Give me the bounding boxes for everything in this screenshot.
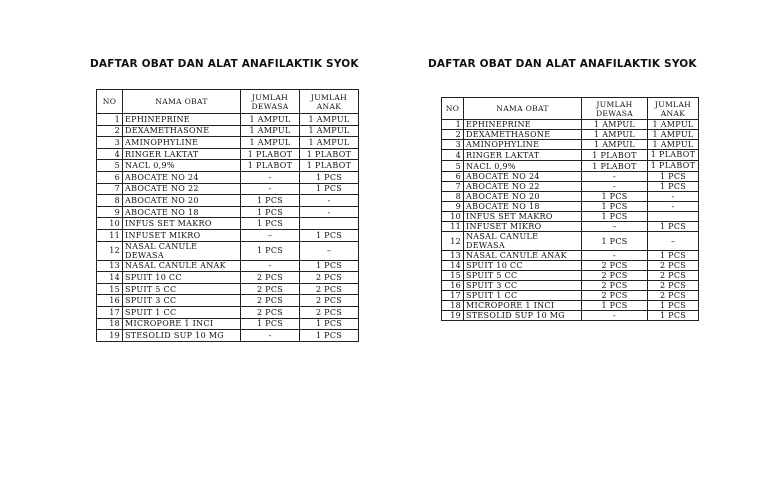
- cell-child: 1 PLABOT: [300, 148, 359, 160]
- cell-adult: 2 PCS: [241, 283, 300, 295]
- header-adult: JUMLAH DEWASA: [241, 90, 300, 114]
- cell-adult: 1 PLABOT: [582, 161, 648, 172]
- cell-adult: 2 PCS: [241, 295, 300, 307]
- cell-no: 17: [97, 306, 123, 318]
- cell-child: 1 AMPUL: [300, 137, 359, 149]
- cell-child: 1 PLABOT: [300, 160, 359, 172]
- cell-adult: -: [241, 171, 300, 183]
- cell-child: 2 PCS: [648, 291, 699, 301]
- cell-child: 1 PLABOT: [648, 161, 699, 172]
- cell-name: SPUIT 10 CC: [464, 261, 582, 271]
- cell-name: NACL 0,9%: [123, 160, 241, 172]
- cell-adult: 1 AMPUL: [582, 120, 648, 130]
- cell-child: 1 AMPUL: [648, 130, 699, 140]
- cell-no: 9: [442, 202, 464, 212]
- cell-no: 3: [97, 137, 123, 149]
- document-title: DAFTAR OBAT DAN ALAT ANAFILAKTIK SYOK: [90, 58, 359, 70]
- cell-name: NASAL CANULE DEWASA: [464, 232, 582, 251]
- cell-name: INFUS SET MAKRO: [464, 212, 582, 222]
- table-row: [442, 150, 699, 161]
- cell-adult: -: [582, 251, 648, 261]
- cell-name: SPUIT 3 CC: [464, 281, 582, 291]
- cell-name: ABOCATE NO 20: [464, 192, 582, 202]
- header-no: NO: [97, 90, 123, 114]
- table-row: [442, 192, 699, 202]
- cell-child: 1 PCS: [300, 229, 359, 241]
- cell-child: 1 PCS: [300, 330, 359, 342]
- medicine-table: [441, 97, 699, 321]
- cell-no: 12: [97, 241, 123, 260]
- cell-name: SPUIT 1 CC: [123, 306, 241, 318]
- table-row: [442, 172, 699, 182]
- cell-no: 16: [97, 295, 123, 307]
- cell-child: 1 AMPUL: [300, 114, 359, 126]
- table-row: [97, 229, 359, 241]
- cell-adult: -: [241, 330, 300, 342]
- cell-name: STESOLID SUP 10 MG: [123, 330, 241, 342]
- cell-name: DEXAMETHASONE: [464, 130, 582, 140]
- table-row: [97, 295, 359, 307]
- cell-no: 18: [442, 301, 464, 311]
- cell-adult: 1 AMPUL: [582, 130, 648, 140]
- cell-name: SPUIT 5 CC: [123, 283, 241, 295]
- cell-adult: 1 PCS: [241, 195, 300, 207]
- cell-adult: –: [241, 229, 300, 241]
- cell-adult: -: [241, 260, 300, 272]
- cell-name: ABOCATE NO 24: [464, 172, 582, 182]
- table-row: [97, 148, 359, 160]
- table-row: [97, 183, 359, 195]
- cell-no: 9: [97, 206, 123, 218]
- cell-adult: 1 AMPUL: [582, 140, 648, 150]
- cell-no: 19: [97, 330, 123, 342]
- header-no: NO: [442, 98, 464, 120]
- cell-child: 2 PCS: [300, 272, 359, 284]
- cell-child: 1 PCS: [300, 318, 359, 330]
- cell-no: 7: [97, 183, 123, 195]
- cell-name: STESOLID SUP 10 MG: [464, 311, 582, 321]
- document-right: [428, 58, 697, 320]
- cell-name: AMINOPHYLINE: [123, 137, 241, 149]
- medicine-table: [96, 89, 359, 342]
- table-row: [442, 311, 699, 321]
- cell-adult: 2 PCS: [241, 306, 300, 318]
- cell-name: ABOCATE NO 20: [123, 195, 241, 207]
- cell-child: 1 PCS: [300, 260, 359, 272]
- table-row: [97, 160, 359, 172]
- cell-no: 1: [442, 120, 464, 130]
- cell-child: 1 AMPUL: [300, 125, 359, 137]
- cell-name: ABOCATE NO 18: [464, 202, 582, 212]
- cell-child: 2 PCS: [648, 261, 699, 271]
- cell-adult: 1 PCS: [241, 218, 300, 230]
- cell-no: 14: [442, 261, 464, 271]
- document-left: [88, 58, 359, 340]
- cell-no: 6: [97, 171, 123, 183]
- cell-no: 16: [442, 281, 464, 291]
- table-row: [97, 330, 359, 342]
- cell-adult: 1 PCS: [582, 212, 648, 222]
- table-row: [97, 218, 359, 230]
- cell-adult: 1 AMPUL: [241, 125, 300, 137]
- cell-no: 4: [97, 148, 123, 160]
- cell-child: 1 PCS: [648, 182, 699, 192]
- cell-name: AMINOPHYLINE: [464, 140, 582, 150]
- cell-child: 2 PCS: [300, 306, 359, 318]
- table-row: [442, 222, 699, 232]
- cell-no: 5: [97, 160, 123, 172]
- header-name: NAMA OBAT: [123, 90, 241, 114]
- table-row: [442, 291, 699, 301]
- cell-adult: 1 PCS: [582, 301, 648, 311]
- cell-name: EPHINEPRINE: [123, 114, 241, 126]
- cell-name: SPUIT 5 CC: [464, 271, 582, 281]
- cell-child: 1 PLABOT: [648, 150, 699, 161]
- table-row: [442, 251, 699, 261]
- cell-child: -: [648, 192, 699, 202]
- table-body: [442, 120, 699, 321]
- cell-no: 8: [97, 195, 123, 207]
- cell-no: 4: [442, 150, 464, 161]
- cell-adult: -: [241, 183, 300, 195]
- table-row: [97, 241, 359, 260]
- table-row: [97, 260, 359, 272]
- cell-adult: 1 AMPUL: [241, 114, 300, 126]
- table-row: [442, 271, 699, 281]
- cell-adult: 2 PCS: [582, 291, 648, 301]
- cell-child: 1 PCS: [648, 311, 699, 321]
- cell-no: 13: [97, 260, 123, 272]
- table-row: [97, 171, 359, 183]
- cell-name: MICROPORE 1 INCI: [464, 301, 582, 311]
- cell-no: 15: [442, 271, 464, 281]
- table-row: [97, 272, 359, 284]
- cell-no: 2: [442, 130, 464, 140]
- cell-no: 8: [442, 192, 464, 202]
- cell-adult: –: [582, 222, 648, 232]
- table-row: [97, 137, 359, 149]
- cell-adult: 1 PLABOT: [241, 148, 300, 160]
- cell-no: 14: [97, 272, 123, 284]
- cell-name: RINGER LAKTAT: [464, 150, 582, 161]
- table-row: [97, 306, 359, 318]
- cell-child: [300, 218, 359, 230]
- cell-child: -: [300, 206, 359, 218]
- table-row: [442, 161, 699, 172]
- cell-no: 10: [97, 218, 123, 230]
- table-row: [442, 281, 699, 291]
- header-child: JUMLAH ANAK: [648, 98, 699, 120]
- cell-name: SPUIT 10 CC: [123, 272, 241, 284]
- table-row: [97, 114, 359, 126]
- table-row: [442, 301, 699, 311]
- cell-no: 13: [442, 251, 464, 261]
- cell-no: 12: [442, 232, 464, 251]
- cell-child: 2 PCS: [648, 271, 699, 281]
- cell-child: 1 PCS: [648, 222, 699, 232]
- header-adult: JUMLAH DEWASA: [582, 98, 648, 120]
- cell-name: RINGER LAKTAT: [123, 148, 241, 160]
- table-row: [442, 120, 699, 130]
- cell-adult: 2 PCS: [241, 272, 300, 284]
- cell-adult: -: [582, 172, 648, 182]
- cell-child: -: [648, 202, 699, 212]
- table-row: [442, 130, 699, 140]
- cell-name: ABOCATE NO 22: [123, 183, 241, 195]
- cell-no: 2: [97, 125, 123, 137]
- cell-child: 1 PCS: [648, 172, 699, 182]
- cell-no: 5: [442, 161, 464, 172]
- cell-adult: 2 PCS: [582, 261, 648, 271]
- cell-name: NASAL CANULE ANAK: [464, 251, 582, 261]
- table-row: [97, 206, 359, 218]
- cell-no: 19: [442, 311, 464, 321]
- cell-adult: 1 PCS: [241, 318, 300, 330]
- table-body: [97, 114, 359, 342]
- cell-name: ABOCATE NO 24: [123, 171, 241, 183]
- cell-child: 2 PCS: [300, 295, 359, 307]
- cell-name: NACL 0,9%: [464, 161, 582, 172]
- cell-child: –: [648, 232, 699, 251]
- cell-child: 2 PCS: [300, 283, 359, 295]
- cell-child: -: [300, 195, 359, 207]
- table-row: [97, 318, 359, 330]
- cell-no: 17: [442, 291, 464, 301]
- table-row: [442, 212, 699, 222]
- cell-name: NASAL CANULE ANAK: [123, 260, 241, 272]
- cell-adult: 1 AMPUL: [241, 137, 300, 149]
- cell-name: ABOCATE NO 22: [464, 182, 582, 192]
- table-header-row: [442, 98, 699, 120]
- header-child: JUMLAH ANAK: [300, 90, 359, 114]
- cell-no: 18: [97, 318, 123, 330]
- cell-child: 1 PCS: [300, 171, 359, 183]
- table-row: [442, 182, 699, 192]
- cell-child: [648, 212, 699, 222]
- cell-child: 1 PCS: [648, 301, 699, 311]
- table-row: [442, 202, 699, 212]
- header-name: NAMA OBAT: [464, 98, 582, 120]
- cell-no: 15: [97, 283, 123, 295]
- cell-name: SPUIT 3 CC: [123, 295, 241, 307]
- cell-no: 10: [442, 212, 464, 222]
- cell-adult: 1 PLABOT: [241, 160, 300, 172]
- cell-no: 11: [442, 222, 464, 232]
- cell-no: 11: [97, 229, 123, 241]
- table-row: [97, 195, 359, 207]
- cell-adult: 1 PLABOT: [582, 150, 648, 161]
- cell-name: MICROPORE 1 INCI: [123, 318, 241, 330]
- cell-adult: -: [582, 311, 648, 321]
- cell-no: 6: [442, 172, 464, 182]
- cell-adult: 1 PCS: [241, 241, 300, 260]
- table-row: [442, 140, 699, 150]
- cell-adult: 1 PCS: [241, 206, 300, 218]
- table-header-row: [97, 90, 359, 114]
- cell-child: 1 PCS: [648, 251, 699, 261]
- cell-adult: 2 PCS: [582, 271, 648, 281]
- cell-name: DEXAMETHASONE: [123, 125, 241, 137]
- cell-name: INFUSET MIKRO: [123, 229, 241, 241]
- cell-name: ABOCATE NO 18: [123, 206, 241, 218]
- cell-adult: 1 PCS: [582, 202, 648, 212]
- cell-child: 1 AMPUL: [648, 120, 699, 130]
- cell-adult: 2 PCS: [582, 281, 648, 291]
- cell-adult: 1 PCS: [582, 192, 648, 202]
- cell-child: 2 PCS: [648, 281, 699, 291]
- cell-child: 1 PCS: [300, 183, 359, 195]
- cell-no: 1: [97, 114, 123, 126]
- table-row: [97, 283, 359, 295]
- table-row: [442, 261, 699, 271]
- cell-name: INFUSET MIKRO: [464, 222, 582, 232]
- cell-name: NASAL CANULE DEWASA: [123, 241, 241, 260]
- cell-no: 7: [442, 182, 464, 192]
- cell-child: –: [300, 241, 359, 260]
- cell-name: SPUIT 1 CC: [464, 291, 582, 301]
- document-title: DAFTAR OBAT DAN ALAT ANAFILAKTIK SYOK: [428, 58, 697, 70]
- cell-no: 3: [442, 140, 464, 150]
- cell-adult: 1 PCS: [582, 232, 648, 251]
- cell-child: 1 AMPUL: [648, 140, 699, 150]
- cell-name: EPHINEPRINE: [464, 120, 582, 130]
- table-row: [442, 232, 699, 251]
- table-row: [97, 125, 359, 137]
- cell-name: INFUS SET MAKRO: [123, 218, 241, 230]
- cell-adult: -: [582, 182, 648, 192]
